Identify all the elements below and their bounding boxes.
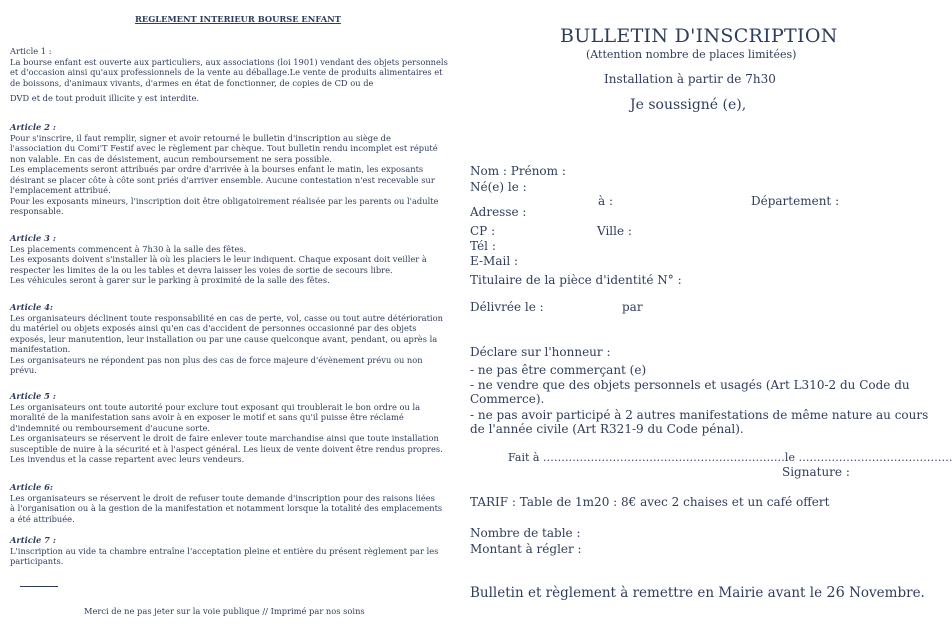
article-line: de boissons, d'animaux vivants, d'armes en état de fonctionner, de copies de CD ou de: [10, 77, 374, 88]
article-line: prévu.: [10, 365, 37, 375]
article-line: Les emplacements seront attribués par ordre d'arrivée à la bourses enfant le matin, les exposants: [10, 164, 424, 174]
signature-label: Signature :: [782, 465, 850, 479]
article-4-body: [10, 312, 443, 376]
deadline-day: 26: [826, 585, 845, 601]
article-line: non valable. En cas de désistement, aucun remboursement ne sera possible.: [10, 153, 332, 164]
declare-label: Déclare sur l'honneur :: [470, 345, 611, 359]
deadline-prefix: Bulletin et règlement à remettre en Mairie avant le: [470, 585, 827, 601]
declaration-1: - ne pas être commerçant (e): [470, 363, 647, 377]
article-5-heading: Article 5 :: [10, 391, 56, 401]
article-7-body: [10, 546, 440, 567]
article-3-heading: Article 3 :: [10, 233, 56, 243]
nom-prenom-label: Nom : Prénom :: [470, 164, 566, 178]
article-line: désirant se placer côte à côte sont priés d'arriver ensemble. Aucune contestation n'est recevable sur: [10, 174, 435, 185]
article-line: participants.: [10, 556, 64, 566]
article-line: La bourse enfant est ouverte aux particuliers, aux associations (loi 1901) vendant des objets personnels: [10, 56, 448, 67]
article-5-body: [10, 401, 443, 465]
soussigne-text: Je soussigné (e),: [630, 97, 747, 113]
article-line: du matériel ou objets exposés ainsi qu'en cas d'accident de personnes occasionné par des objets: [10, 323, 417, 333]
lieu-naissance-label: à :: [598, 194, 614, 208]
article-line: Les organisateurs se réservent le droit de faire enlever toute marchandise ainsi que toute installation: [10, 433, 439, 443]
article-line: Les exposants doivent s'installer là où les placiers le leur indiquent. Chaque exposant doit veiller à: [10, 254, 427, 264]
article-line: respecter les limites de la ou les tables et devra laisser les voies de sortie de secours libre.: [10, 264, 393, 275]
article-2-heading: Article 2 :: [10, 122, 56, 132]
reglement-title: REGLEMENT INTERIEUR BOURSE ENFANT: [135, 14, 341, 24]
article-line: et d'occasion ainsi qu'aux professionnels de la vente au déballage.Le vente de produits alimentaires et: [10, 67, 443, 77]
article-line: Les organisateurs déclinent toute responsabilité en cas de perte, vol, casse ou tout autre détérioration: [10, 312, 443, 323]
article-line: susceptible de nuire à la sécurité et à l'aspect général. Les lieux de vente doivent être rendus propres.: [10, 443, 443, 454]
deadline-suffix: Novembre.: [844, 585, 925, 601]
article-2-body: [10, 133, 440, 217]
article-3: [10, 233, 440, 286]
article-7-heading: Article 7 :: [10, 535, 56, 545]
article-line: exposés, leur manutention, leur installation ou par une cause quelconque avant, pendant, ou après la: [10, 333, 438, 344]
article-1-last-line: DVD et de tout produit illicite y est interdite.: [10, 93, 200, 103]
article-line: moralité de la manifestation sans avoir à en exposer le motif et sans qu'il puisse être réclamé: [10, 412, 404, 422]
article-line: Les organisateurs se réservent le droit de refuser toute demande d'inscription pour des raisons liées: [10, 492, 435, 503]
email-label: E-Mail :: [470, 254, 519, 268]
article-line: Les organisateurs ne répondent pas non plus des cas de force majeure d'évènement prévu ou non: [10, 354, 423, 365]
declaration-2-line-2: Commerce).: [470, 392, 545, 406]
article-line: Les organisateurs ont toute autorité pour exclure tout exposant qui troublerait le bon ordre ou la: [10, 401, 421, 412]
article-6-body: [10, 492, 443, 525]
declaration-2-line-1: - ne vendre que des objets personnels et usagés (Art L310-2 du Code du: [470, 378, 910, 392]
declaration-3-line-1: - ne pas avoir participé à 2 autres manifestations de même nature au cours: [470, 408, 929, 422]
departement-label: Département :: [751, 194, 840, 208]
article-line: responsable.: [10, 206, 64, 216]
tel-label: Tél :: [470, 239, 496, 253]
bulletin-subtitle: (Attention nombre de places limitées): [586, 48, 797, 61]
footer-divider: [20, 586, 58, 587]
article-6-heading: Article 6:: [10, 482, 53, 492]
article-line: à l'organisation ou à la gestion de la manifestation et notamment lorsque la totalité des emplacements: [10, 503, 443, 513]
declaration-3-line-2: de l'année civile (Art R321-9 du Code pénal).: [470, 422, 744, 436]
article-line: L'inscription au vide ta chambre entraîne l'acceptation pleine et entière du présent règlement par les: [10, 545, 439, 556]
article-2: [10, 122, 440, 217]
naissance-label: Né(e) le :: [470, 180, 527, 194]
article-line: Les invendus et la casse repartent avec leurs vendeurs.: [10, 454, 245, 464]
article-7: [10, 535, 440, 567]
fait-a-line: Fait à …………………………………………………………le ……………………………………: [508, 451, 952, 464]
par-label: par: [622, 300, 643, 314]
article-line: Les placements commencent à 7h30 à la salle des fêtes.: [10, 243, 247, 254]
adresse-label: Adresse :: [470, 205, 527, 219]
delivree-label: Délivrée le :: [470, 300, 544, 314]
article-line: Les véhicules seront à garer sur le parking à proximité de la salle des fêtes.: [10, 275, 330, 285]
nombre-table-label: Nombre de table :: [470, 526, 581, 540]
article-6: [10, 482, 443, 524]
article-line: d'indemnité ou remboursement d'aucune sorte.: [10, 422, 211, 433]
article-1-heading: Article 1 :: [10, 46, 52, 56]
article-line: l'association du Comi'T Festif avec le règlement par chèque. Tout bulletin rendu incomplet est réputé: [10, 143, 438, 153]
titulaire-label: Titulaire de la pièce d'identité N° :: [470, 273, 682, 287]
cp-label: CP :: [470, 224, 496, 238]
article-5: [10, 391, 443, 465]
article-line: Pour s'inscrire, il faut remplir, signer et avoir retourné le bulletin d'inscription au siège de: [10, 132, 391, 143]
article-line: a été attribuée.: [10, 513, 75, 524]
article-line: l'emplacement attribué.: [10, 185, 111, 195]
article-1: [10, 46, 448, 104]
tarif-text: TARIF : Table de 1m20 : 8€ avec 2 chaises et un café offert: [470, 495, 830, 509]
footer-note: Merci de ne pas jeter sur la voie publique // Imprimé par nos soins: [84, 606, 365, 616]
article-1-body: [10, 56, 448, 89]
article-line: manifestation.: [10, 344, 71, 354]
article-4-heading: Article 4:: [10, 302, 53, 312]
ville-label: Ville :: [597, 224, 632, 238]
montant-label: Montant à régler :: [470, 542, 582, 556]
bulletin-title: BULLETIN D'INSCRIPTION: [560, 25, 838, 47]
article-3-body: [10, 244, 440, 286]
installation-time: Installation à partir de 7h30: [604, 72, 776, 86]
article-4: [10, 302, 443, 376]
article-line: Pour les exposants mineurs, l'inscription doit être obligatoirement réalisée par les parents ou l'adulte: [10, 195, 439, 206]
bulletin-deadline: [470, 585, 925, 601]
